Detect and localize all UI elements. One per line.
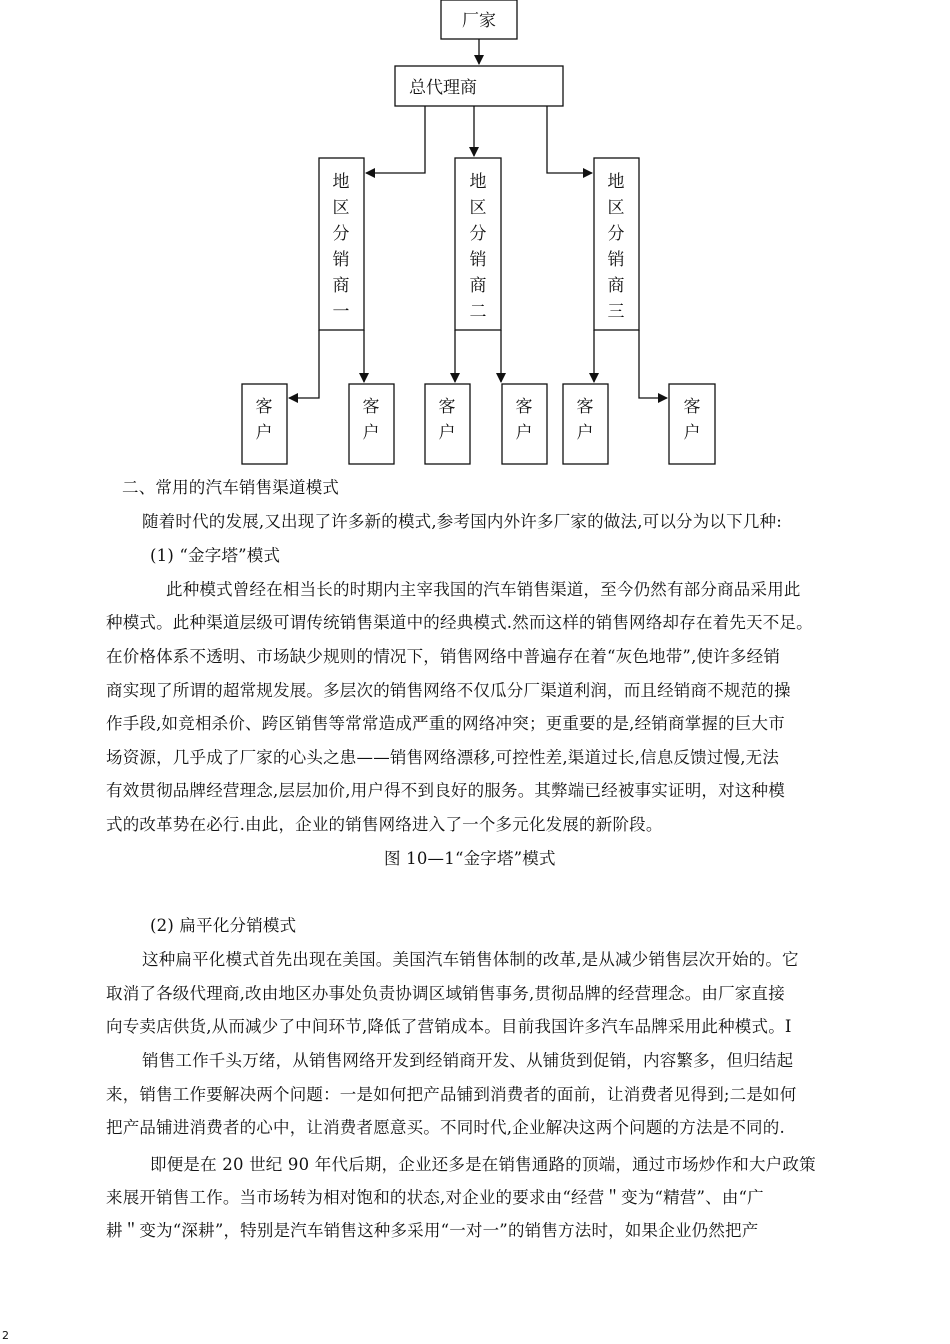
customer-3-char: 户 xyxy=(438,423,456,443)
para2-line: 取消了各级代理商,改由地区办事处负责协调区域销售事务,贯彻品牌的经营理念。由厂家直接 xyxy=(106,984,785,1003)
distributor-2-char: 区 xyxy=(469,198,487,218)
distributor-1-char: 区 xyxy=(332,198,350,218)
para1-line: 在价格体系不透明、市场缺少规则的情况下，销售网络中普遍存在着“灰色地带”,使许多经销 xyxy=(106,647,781,666)
para4-line: 即便是在 20 世纪 90 年代后期，企业还多是在销售通路的顶端，通过市场炒作和大户政策 xyxy=(150,1155,816,1174)
para1-line: 种模式。此种渠道层级可谓传统销售渠道中的经典模式.然而这样的销售网络却存在着先天不足。 xyxy=(106,613,813,632)
customer-2-char: 客 xyxy=(362,397,380,417)
distributor-1-char: 分 xyxy=(332,224,350,244)
customer-6-char: 客 xyxy=(683,397,701,417)
distributor-3-char: 分 xyxy=(607,224,625,244)
distributor-2-char: 销 xyxy=(469,250,487,270)
para3-line: 把产品铺进消费者的心中，让消费者愿意买。不同时代,企业解决这两个问题的方法是不同的. xyxy=(106,1118,785,1137)
distributor-1-char: 一 xyxy=(332,302,350,322)
para1-line: 式的改革势在必行.由此，企业的销售网络进入了一个多元化发展的新阶段。 xyxy=(106,815,663,834)
para1-line: 商实现了所谓的超常规发展。多层次的销售网络不仅瓜分厂渠道利润，而且经销商不规范的操 xyxy=(106,681,791,700)
page-number: 2 xyxy=(2,1329,9,1342)
general-agent-label: 总代理商 xyxy=(409,78,477,98)
customer-2-char: 户 xyxy=(362,423,380,443)
figure-caption: 图 10—1“金字塔”模式 xyxy=(384,849,556,868)
item2-heading: (2) 扁平化分销模式 xyxy=(150,916,297,935)
distributor-3-char: 区 xyxy=(607,198,625,218)
para1-line: 场资源，几乎成了厂家的心头之患——销售网络漂移,可控性差,渠道过长,信息反馈过慢,无法 xyxy=(106,748,780,767)
distributor-2-char: 二 xyxy=(469,302,487,322)
customer-1-char: 户 xyxy=(255,423,273,443)
arrow-distributor-3-to-customer-6 xyxy=(639,330,667,398)
para4-line: 耕＂变为“深耕”，特别是汽车销售这种多采用“一对一”的销售方法时，如果企业仍然把产 xyxy=(106,1221,759,1240)
distributor-3-char: 地 xyxy=(607,172,625,192)
para1-line: 作手段,如竞相杀价、跨区销售等常常造成严重的网络冲突；更重要的是,经销商掌握的巨大市 xyxy=(106,714,785,733)
para1-line: 有效贯彻品牌经营理念,层层加价,用户得不到良好的服务。其弊端已经被事实证明，对这种模 xyxy=(106,781,785,800)
intro-paragraph: 随着时代的发展,又出现了许多新的模式,参考国内外许多厂家的做法,可以分为以下几种: xyxy=(142,512,782,531)
distributor-3-char: 三 xyxy=(607,302,625,322)
para3-line: 来，销售工作要解决两个问题：一是如何把产品铺到消费者的面前，让消费者见得到;二是如何 xyxy=(106,1085,797,1104)
distributor-3-char: 销 xyxy=(607,250,625,270)
distributor-1-char: 地 xyxy=(332,172,350,192)
pyramid-channel-diagram xyxy=(0,0,950,470)
para3-line: 销售工作千头万绪，从销售网络开发到经销商开发、从铺货到促销，内容繁多，但归结起 xyxy=(142,1051,794,1070)
customer-1-char: 客 xyxy=(255,397,273,417)
para2-line: 向专卖店供货,从而减少了中间环节,降低了营销成本。目前我国许多汽车品牌采用此种模式。I xyxy=(106,1017,792,1036)
customer-4-char: 客 xyxy=(515,397,533,417)
distributor-3-char: 商 xyxy=(607,276,625,296)
item1-heading: (1) “金字塔”模式 xyxy=(150,546,281,565)
customer-3-char: 客 xyxy=(438,397,456,417)
para4-line: 来展开销售工作。当市场转为相对饱和的状态,对企业的要求由“经营＂变为“精营”、由“广 xyxy=(106,1188,764,1207)
customer-5-char: 户 xyxy=(576,423,594,443)
arrow-agent-to-distributor-3 xyxy=(547,106,592,173)
distributor-1-char: 销 xyxy=(332,250,350,270)
manufacturer-label: 厂家 xyxy=(462,11,496,31)
distributor-2-char: 地 xyxy=(469,172,487,192)
section-heading: 二、常用的汽车销售渠道模式 xyxy=(122,478,340,497)
customer-4-char: 户 xyxy=(515,423,533,443)
distributor-2-char: 分 xyxy=(469,224,487,244)
distributor-2-char: 商 xyxy=(469,276,487,296)
para2-line: 这种扁平化模式首先出现在美国。美国汽车销售体制的改革,是从减少销售层次开始的。它 xyxy=(142,950,799,969)
arrow-agent-to-distributor-1 xyxy=(366,106,425,173)
customer-5-char: 客 xyxy=(576,397,594,417)
customer-6-char: 户 xyxy=(683,423,701,443)
para1-line: 此种模式曾经在相当长的时期内主宰我国的汽车销售渠道，至今仍然有部分商品采用此 xyxy=(166,580,801,599)
arrow-distributor-1-to-customer-1 xyxy=(289,330,319,398)
distributor-1-char: 商 xyxy=(332,276,350,296)
